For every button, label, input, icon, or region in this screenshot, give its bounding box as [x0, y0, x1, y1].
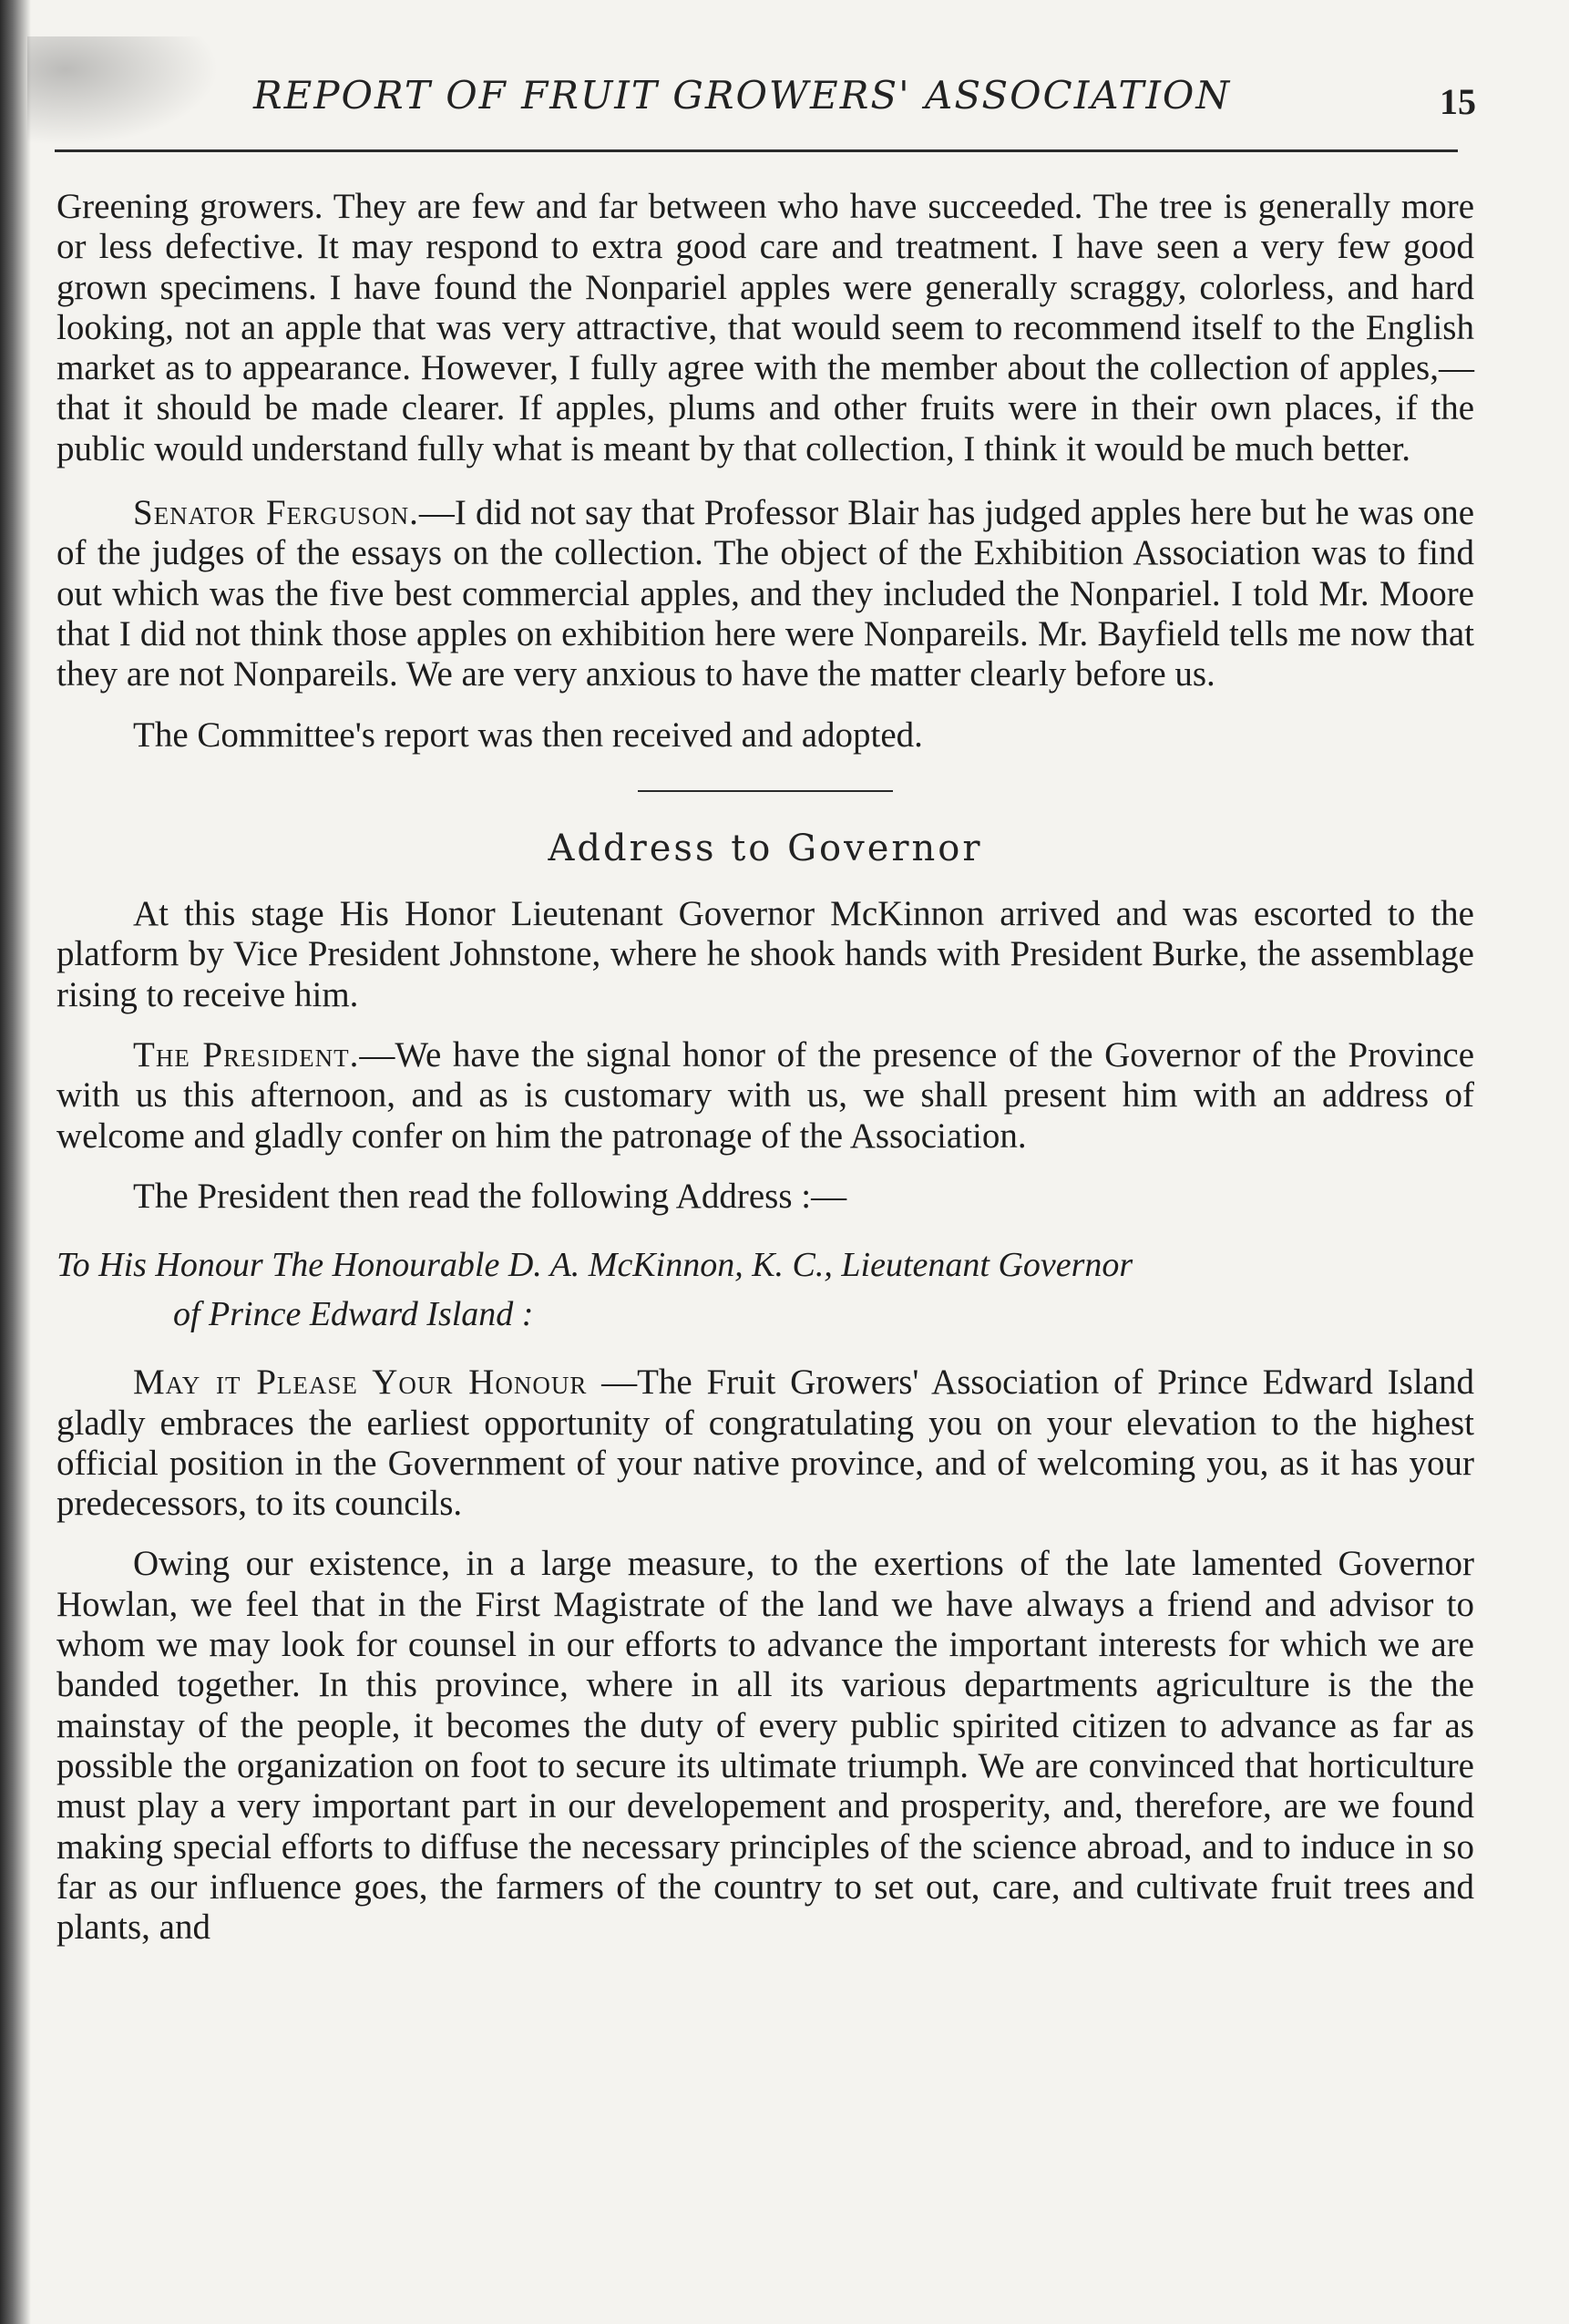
paragraph-2 — [56, 493, 1474, 694]
running-title: REPORT OF FRUIT GROWERS' ASSOCIATION — [253, 73, 1232, 118]
paragraph-5 — [56, 1035, 1474, 1157]
body-text — [56, 187, 1474, 1948]
address-opening: May it Please Your Honour — [133, 1363, 588, 1403]
paragraph-2-text: —I did not say that Professor Blair has judged apples here but he was one of the judges of the essays on the collection. The object of the Exhibition Association was to find out which was the five best commercial apples, and they included the Nonpariel. I told Mr. Moore that I did not think those apples on exhibition here were Nonpareils. Mr. Bayfield tells me now that they are not Nonpareils. We are very anxious to have the matter clearly before us. — [56, 493, 1475, 694]
salutation-line-2: of Prince Edward Island : — [173, 1295, 534, 1334]
header-rule — [55, 149, 1458, 152]
paragraph-6: The President then read the following Address :— — [133, 1176, 847, 1216]
section-heading: Address to Governor — [548, 827, 983, 869]
section-divider — [638, 790, 893, 792]
paragraph-3: The Committee's report was then received and adopted. — [133, 715, 923, 755]
paragraph-1: Greening growers. They are few and far between who have succeeded. The tree is generally more or less defective. It may respond to extra good care and treatment. I have seen a very few good grown specimens. I have found the Nonpariel apples were generally scraggy, colorless, and hard looking, not an apple that was very attractive, that would seem to recommend itself to the English market as to appearance. However, I fully agree with the member about the collection of apples,—that it should be made clearer. If apples, plums and other fruits were in their own places, if the public would understand fully what is meant by that collection, I think it would be much better. — [56, 187, 1474, 468]
speaker-name: Senator Ferguson. — [133, 493, 419, 533]
address-salutation — [56, 1240, 1474, 1339]
paragraph-5-text: —We have the signal honor of the presence of the Governor of the Province with us this afternoon, and as is customary with us, we shall present him with an address of welcome and gladly confer on him the patronage of the Association. — [56, 1035, 1475, 1156]
scan-edge-shadow — [0, 0, 31, 2324]
running-header — [55, 69, 1476, 124]
salutation-line-1: To His Honour The Honourable D. A. McKinnon, K. C., Lieutenant Governor — [56, 1246, 1133, 1285]
paragraph-8: Owing our existence, in a large measure, to the exertions of the late lamented Governor Howlan, we feel that in the First Magistrate of the land we have always a friend and advisor to whom we may look for counsel in our efforts to advance the important interests for which we are banded together. In this province, where in all its various departments agriculture is the the mainstay of the people, it becomes the duty of every public spirited citizen to advance as far as possible the organization on foot to secure its ultimate triumph. We are convinced that horticulture must play a very important part in our developement and prosperity, and, therefore, are we found making special efforts to diffuse the necessary principles of the science abroad, and to induce in so far as our influence goes, the farmers of the country to set out, care, and cultivate fruit trees and plants, and — [56, 1544, 1474, 1948]
paragraph-7 — [56, 1363, 1474, 1524]
paragraph-7-text: —The Fruit Growers' Association of Prince Edward Island gladly embraces the earliest opportunity of congratulating you on your elevation to the highest official position in the Government of your native province, and of welcoming you, as it has your predecessors, to its councils. — [56, 1363, 1474, 1524]
speaker-name: The President. — [133, 1035, 360, 1075]
paragraph-4: At this stage His Honor Lieutenant Governor McKinnon arrived and was escorted to the platform by Vice President Johnstone, where he shook hands with President Burke, the assemblage rising to receive him. — [56, 894, 1474, 1014]
page-number: 15 — [1440, 81, 1476, 122]
